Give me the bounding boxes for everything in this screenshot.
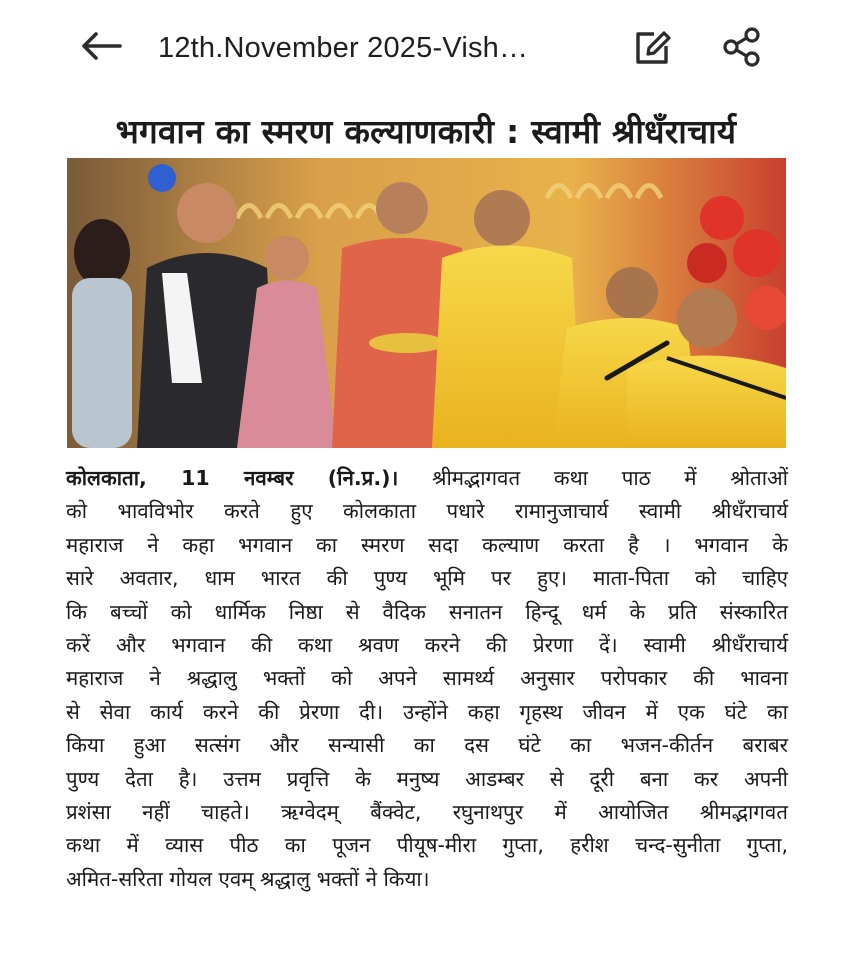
news-clipping <box>64 92 788 960</box>
article-line: किया हुआ सत्संग और सन्यासी का दस घंटे का भजन-कीर्तन बराबर <box>66 733 788 758</box>
article-line: को भावविभोर करते हुए कोलकाता पधारे रामानुजाचार्य स्वामी श्रीधँराचार्य <box>66 499 788 524</box>
app-toolbar <box>0 0 845 92</box>
article-line: कि बच्चों को धार्मिक निष्ठा से वैदिक सनातन हिन्दू धर्म के प्रति संस्कारित <box>66 599 788 624</box>
article-line: करें और भगवान की कथा श्रवण करने की प्रेरणा दें। स्वामी श्रीधँराचार्य <box>66 633 788 658</box>
photo-illustration <box>67 158 786 448</box>
share-icon <box>720 26 764 68</box>
article-line: प्रशंसा नहीं चाहते। ऋग्वेदम् बैंक्वेट, रघुनाथपुर में आयोजित श्रीमद्भागवत <box>66 800 788 825</box>
edit-icon <box>630 28 674 68</box>
dateline: कोलकाता, 11 नवम्बर (नि.प्र.)। <box>66 466 399 490</box>
article-line: से सेवा कार्य करने की प्रेरणा दी। उन्होंने कहा गृहस्थ जीवन में एक घंटे का <box>66 699 788 724</box>
article-line: कथा में व्यास पीठ का पूजन पीयूष-मीरा गुप्ता, हरीश चन्द-सुनीता गुप्ता, <box>66 833 788 858</box>
share-button[interactable] <box>720 26 764 68</box>
document-title: 12th.November 2025-Vish… <box>158 32 529 64</box>
arrow-left-icon <box>74 26 126 66</box>
article-line: अमित-सरिता गोयल एवम् श्रद्धालु भक्तों ने किया। <box>66 866 430 891</box>
back-button[interactable] <box>74 26 126 66</box>
article-line: पुण्य देता है। उत्तम प्रवृत्ति के मनुष्य आडम्बर से दूरी बना कर अपनी <box>66 766 788 791</box>
article-line: सारे अवतार, धाम भारत की पुण्य भूमि पर हुए। माता-पिता को चाहिए <box>66 566 788 591</box>
news-photo <box>67 158 786 448</box>
edit-button[interactable] <box>630 28 674 68</box>
article-line <box>66 462 788 495</box>
article-line: महाराज ने श्रद्धालु भक्तों को अपने सामर्थ्य अनुसार परोपकार की भावना <box>66 666 788 691</box>
article-line-text: श्रीमद्भागवत कथा पाठ में श्रोताओं <box>398 466 788 490</box>
headline: भगवान का स्मरण कल्याणकारी : स्वामी श्रीधँराचार्य <box>115 112 737 151</box>
article-line: महाराज ने कहा भगवान का स्मरण सदा कल्याण करता है । भगवान के <box>66 532 788 557</box>
article-body <box>66 462 788 896</box>
